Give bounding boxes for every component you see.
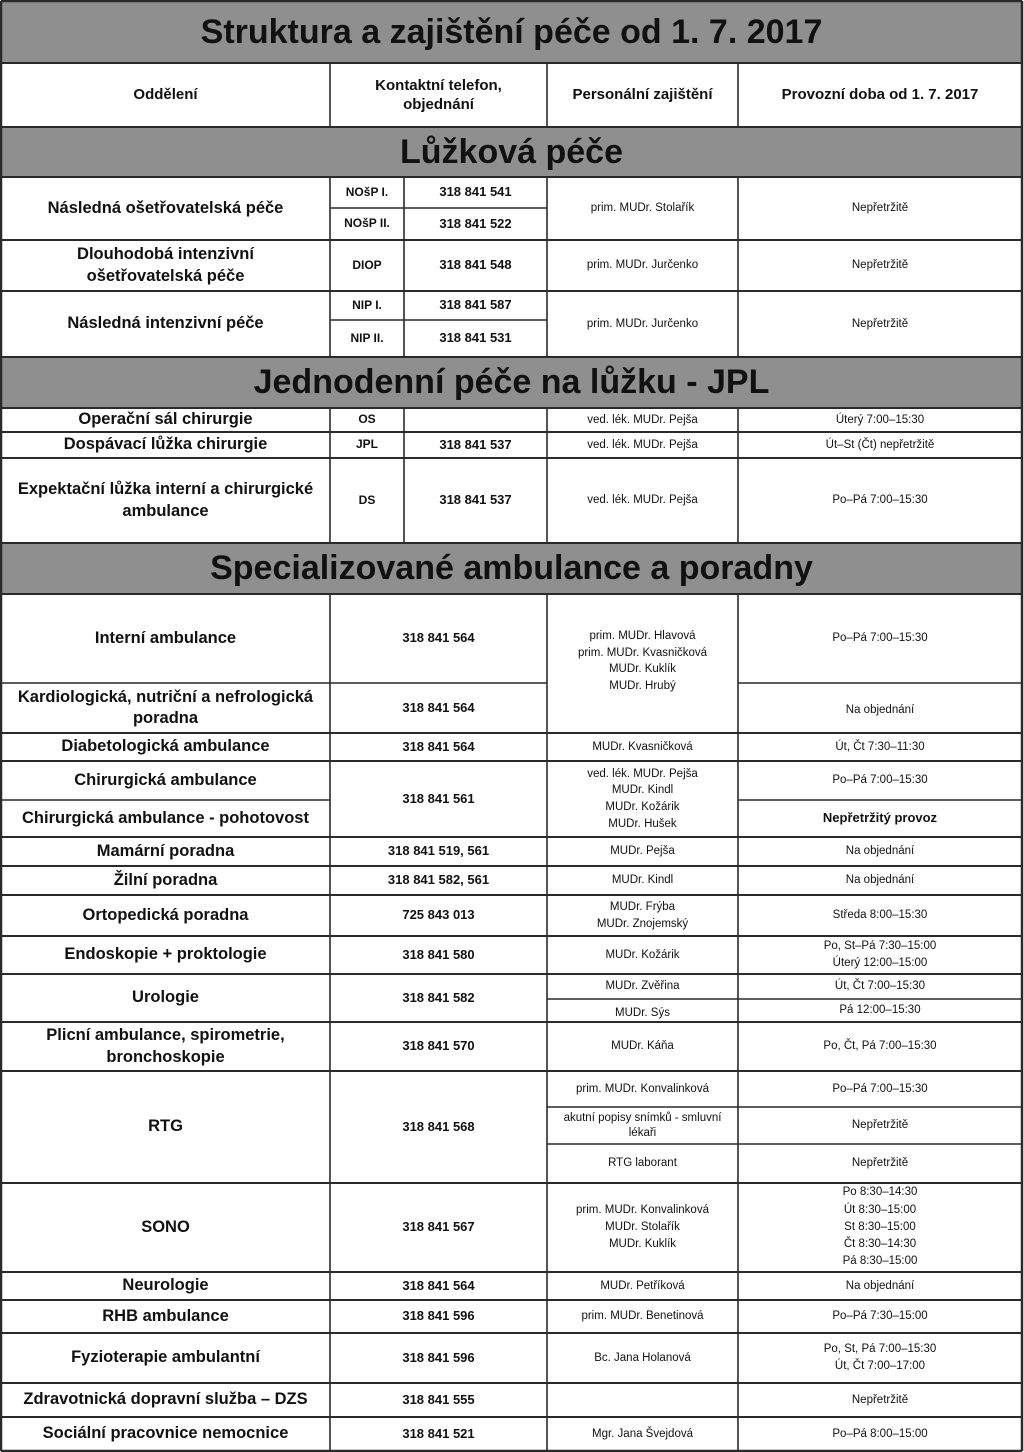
section-heading-specialized: Specializované ambulance a poradny xyxy=(1,543,1022,594)
hours-surgery-er: Nepřetržitý provoz xyxy=(822,810,938,826)
code-jpl: JPL xyxy=(355,437,378,452)
staff-uro-2: MUDr. Sýs xyxy=(615,1007,670,1020)
hours-diop: Nepřetržitě xyxy=(851,259,909,272)
hours-surgery: Po–Pá 7:00–15:30 xyxy=(832,774,928,787)
staff-neuro: MUDr. Petříková xyxy=(600,1279,685,1292)
dept-nosp: Následná ošetřovatelská péče xyxy=(47,198,284,217)
hours-venous: Na objednání xyxy=(845,874,915,887)
hours-neuro: Na objednání xyxy=(845,1279,915,1292)
hours-ortho: Středa 8:00–15:30 xyxy=(832,909,928,922)
hours-jpl: Út–St (Čt) nepřetržitě xyxy=(825,438,935,451)
staff-uro-1: MUDr. Zvěřina xyxy=(605,980,680,993)
phone-cardio: 318 841 564 xyxy=(402,699,475,715)
staff-social: Mgr. Jana Švejdová xyxy=(591,1427,693,1440)
phone-diop: 318 841 548 xyxy=(439,257,512,273)
code-diop: DIOP xyxy=(352,257,382,272)
phone-internal: 318 841 564 xyxy=(402,630,475,646)
phone-venous: 318 841 582, 561 xyxy=(387,872,490,888)
hours-rhb: Po–Pá 7:30–15:00 xyxy=(832,1310,928,1323)
dept-diabetes: Diabetologická ambulance xyxy=(61,737,270,756)
hours-internal: Po–Pá 7:00–15:30 xyxy=(832,632,928,645)
hours-rtg-1: Po–Pá 7:00–15:30 xyxy=(832,1082,928,1095)
hours-sono: Po 8:30–14:30 Út 8:30–15:00 St 8:30–15:00 Čt 8:30–14:30 Pá 8:30–15:00 xyxy=(842,1186,918,1268)
code-ds: DS xyxy=(358,492,376,507)
hours-physio: Po, St, Pá 7:00–15:30 Út, Čt 7:00–17:00 xyxy=(823,1343,937,1372)
dept-surgery-er: Chirurgická ambulance - pohotovost xyxy=(22,808,309,827)
phone-social: 318 841 521 xyxy=(402,1425,475,1441)
phone-ortho: 725 843 013 xyxy=(402,907,475,923)
staff-nip: prim. MUDr. Jurčenko xyxy=(586,317,699,330)
hours-diabetes: Út, Čt 7:30–11:30 xyxy=(835,740,925,753)
column-header-staff: Personální zajištění xyxy=(572,86,713,104)
dept-endo: Endoskopie + proktologie xyxy=(64,945,267,964)
staff-diop: prim. MUDr. Jurčenko xyxy=(586,259,699,272)
hours-pulmo: Po, Čt, Pá 7:00–15:30 xyxy=(823,1040,937,1053)
phone-diabetes: 318 841 564 xyxy=(402,738,475,754)
dept-surgery: Chirurgická ambulance xyxy=(74,770,257,789)
dept-venous: Žilní poradna xyxy=(113,870,218,889)
dept-sono: SONO xyxy=(141,1217,190,1236)
hours-nip: Nepřetržitě xyxy=(851,317,909,330)
code-nosp-2: NOšP II. xyxy=(344,216,390,231)
phone-rtg: 318 841 568 xyxy=(402,1118,475,1134)
phone-nip-2: 318 841 531 xyxy=(439,330,512,346)
dept-os: Operační sál chirurgie xyxy=(78,410,253,429)
phone-nip-1: 318 841 587 xyxy=(439,297,512,313)
dept-nip: Následná intenzivní péče xyxy=(67,314,264,333)
phone-dzs: 318 841 555 xyxy=(402,1391,475,1407)
hours-mammary: Na objednání xyxy=(845,845,915,858)
staff-mammary: MUDr. Pejša xyxy=(610,845,675,858)
hours-rtg-2: Nepřetržitě xyxy=(851,1119,909,1132)
dept-ds: Expektační lůžka interní a chirurgické ambulance xyxy=(17,480,314,520)
hours-dzs: Nepřetržitě xyxy=(851,1393,909,1406)
staff-endo: MUDr. Kožárik xyxy=(605,948,680,961)
dept-neuro: Neurologie xyxy=(122,1276,209,1295)
staff-os: ved. lék. MUDr. Pejša xyxy=(587,413,698,426)
phone-endo: 318 841 580 xyxy=(402,946,475,962)
phone-mammary: 318 841 519, 561 xyxy=(387,843,490,859)
section-heading-inpatient: Lůžková péče xyxy=(1,127,1022,177)
dept-internal: Interní ambulance xyxy=(94,628,237,647)
code-nip-1: NIP I. xyxy=(352,297,382,312)
section-heading-jpl: Jednodenní péče na lůžku - JPL xyxy=(1,357,1022,408)
hours-ds: Po–Pá 7:00–15:30 xyxy=(832,494,928,507)
column-header-phone: Kontaktní telefon, objednání xyxy=(375,76,502,113)
phone-ds: 318 841 537 xyxy=(439,492,512,508)
staff-ds: ved. lék. MUDr. Pejša xyxy=(587,494,698,507)
staff-sono: prim. MUDr. Konvalinková MUDr. Stolařík MUDr. Kuklík xyxy=(576,1204,709,1250)
phone-nosp-2: 318 841 522 xyxy=(439,215,512,231)
dept-pulmo: Plicní ambulance, spirometrie, bronchoskopie xyxy=(46,1026,285,1066)
dept-jpl: Dospávací lůžka chirurgie xyxy=(63,435,268,454)
dept-social: Sociální pracovnice nemocnice xyxy=(42,1424,289,1443)
staff-rtg-3: RTG laborant xyxy=(608,1157,677,1170)
hours-os: Úterý 7:00–15:30 xyxy=(835,413,925,426)
code-os: OS xyxy=(358,412,376,427)
hours-cardio: Na objednání xyxy=(845,703,915,716)
staff-physio: Bc. Jana Holanová xyxy=(594,1351,691,1364)
dept-ortho: Ortopedická poradna xyxy=(82,905,249,924)
phone-os xyxy=(404,408,547,432)
column-header-hours: Provozní doba od 1. 7. 2017 xyxy=(781,86,979,104)
phone-pulmo: 318 841 570 xyxy=(402,1038,475,1054)
staff-venous: MUDr. Kindl xyxy=(611,874,674,887)
staff-nosp: prim. MUDr. Stolařík xyxy=(590,202,695,215)
staff-rhb: prim. MUDr. Benetinová xyxy=(581,1310,704,1323)
hours-uro-1: Út, Čt 7:00–15:30 xyxy=(834,980,926,993)
phone-physio: 318 841 596 xyxy=(402,1349,475,1365)
dept-rhb: RHB ambulance xyxy=(102,1306,229,1325)
dept-diop: Dlouhodobá intenzivní ošetřovatelská péče xyxy=(77,245,254,285)
staff-internal: prim. MUDr. Hlavová prim. MUDr. Kvasničková MUDr. Kuklík MUDr. Hrubý xyxy=(577,630,708,693)
phone-uro: 318 841 582 xyxy=(402,989,475,1005)
phone-rhb: 318 841 596 xyxy=(402,1308,475,1324)
dept-cardio: Kardiologická, nutriční a nefrologická poradna xyxy=(17,687,314,727)
staff-ortho: MUDr. Frýba MUDr. Znojemský xyxy=(596,900,689,930)
staff-diabetes: MUDr. Kvasničková xyxy=(592,740,693,753)
phone-nosp-1: 318 841 541 xyxy=(439,184,512,200)
code-nip-2: NIP II. xyxy=(350,330,384,345)
dept-uro: Urologie xyxy=(132,988,199,1007)
dept-rtg: RTG xyxy=(148,1117,183,1136)
dept-dzs: Zdravotnická dopravní služba – DZS xyxy=(23,1390,308,1409)
document-title: Struktura a zajištění péče od 1. 7. 2017 xyxy=(1,2,1022,63)
staff-surgery: ved. lék. MUDr. Pejša MUDr. Kindl MUDr. Kožárik MUDr. Hušek xyxy=(587,767,698,830)
staff-jpl: ved. lék. MUDr. Pejša xyxy=(587,438,698,451)
hours-endo: Po, St–Pá 7:30–15:00 Úterý 12:00–15:00 xyxy=(823,940,937,969)
phone-jpl: 318 841 537 xyxy=(439,436,512,452)
hours-rtg-3: Nepřetržitě xyxy=(851,1157,909,1170)
column-header-department: Oddělení xyxy=(133,86,198,104)
dept-physio: Fyzioterapie ambulantní xyxy=(71,1348,260,1367)
hours-nosp: Nepřetržitě xyxy=(851,202,909,215)
hours-social: Po–Pá 8:00–15:00 xyxy=(832,1427,928,1440)
code-nosp-1: NOšP I. xyxy=(345,184,389,199)
phone-surgery: 318 841 561 xyxy=(402,790,475,806)
staff-dzs xyxy=(547,1383,738,1417)
dept-mammary: Mamární poradna xyxy=(96,841,235,860)
staff-pulmo: MUDr. Káňa xyxy=(611,1040,674,1053)
staff-rtg-2: akutní popisy snímků - smluvní lékaři xyxy=(563,1111,722,1139)
phone-sono: 318 841 567 xyxy=(402,1219,475,1235)
hours-uro-2: Pá 12:00–15:30 xyxy=(839,1004,921,1017)
staff-rtg-1: prim. MUDr. Konvalinková xyxy=(576,1082,709,1095)
phone-neuro: 318 841 564 xyxy=(402,1277,475,1293)
